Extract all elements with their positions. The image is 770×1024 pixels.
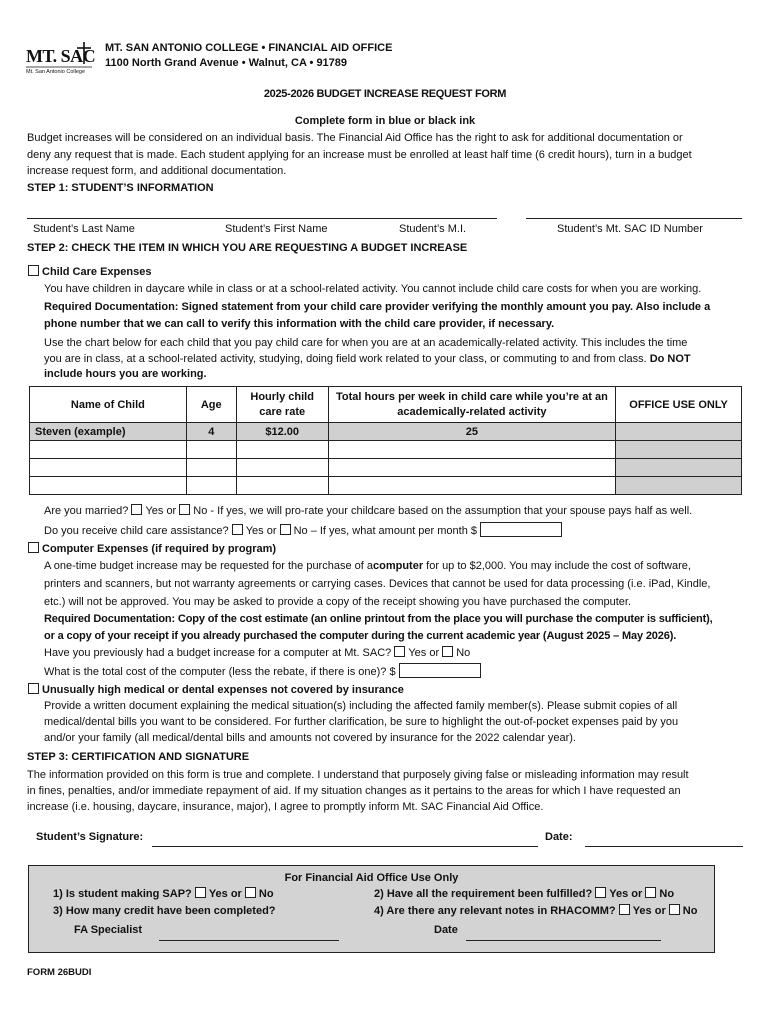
office-cell <box>616 459 742 477</box>
form-code: FORM 26BUDI <box>27 967 92 978</box>
col-rate-header <box>236 387 328 423</box>
computer-prev-label: Have you previously had a budget increase for a computer at Mt. SAC? <box>44 647 392 659</box>
col-rate-header-2: care rate <box>259 405 306 418</box>
computer-prev-no-label: No <box>456 647 471 659</box>
computer-line-2: printers and scanners, but not warranty agreements or carrying cases. Devices that cannot be used for data processing (i.e. iPad, Kindle, <box>44 578 711 590</box>
computer-line-1 <box>44 559 691 574</box>
office-q4-no-checkbox[interactable] <box>669 904 680 915</box>
office-q4-no: No <box>682 905 698 917</box>
col-hours-header-2: academically-related activity <box>397 405 547 418</box>
assistance-no-label: No – If yes, what amount per month $ <box>293 525 478 537</box>
office-q1-yes-checkbox[interactable] <box>195 887 206 898</box>
childcare-option[interactable] <box>28 265 151 280</box>
married-question <box>44 504 692 519</box>
table-row[interactable] <box>30 441 742 459</box>
col-name-header: Name of Child <box>30 387 187 423</box>
chart-instructions-1: Use the chart below for each child that you pay child care for when you are at an academically-related activity. This includes the time <box>44 337 688 349</box>
signature-label: Student’s Signature: <box>36 831 144 843</box>
certification-line: in fines, penalties, and/or immediate repayment of aid. If my situation changes as it pertains to the areas for which I have requested an <box>27 785 681 797</box>
office-use-box <box>28 865 715 953</box>
chart-instructions-2b: Do NOT <box>649 353 691 365</box>
married-no-checkbox[interactable] <box>179 504 190 515</box>
ink-note: Complete form in blue or black ink <box>294 115 476 127</box>
computer-line-1a: A one-time budget increase may be requested for the purchase of a <box>44 560 373 572</box>
computer-req-1: Required Documentation: Copy of the cost estimate (an online printout from the place you will purchase the computer is sufficient), <box>44 613 713 625</box>
office-q2-no: No <box>659 888 675 900</box>
computer-prev-no-checkbox[interactable] <box>442 646 453 657</box>
office-date-label: Date <box>434 924 458 936</box>
child-name-cell[interactable] <box>30 441 187 459</box>
computer-prev-question <box>44 646 470 661</box>
computer-req-2: or a copy of your receipt if you already purchased the computer during the current academic year (August 2025 – May 2026). <box>44 630 677 642</box>
child-name-cell[interactable] <box>30 477 187 495</box>
office-q2-yes: Yes or <box>609 888 643 900</box>
child-age-cell[interactable] <box>186 441 236 459</box>
intro-line: deny any request that is made. Each student applying for an increase must be enrolled at least half time (6 credit hours), turn in a budget <box>27 148 692 161</box>
example-name: Steven (example) <box>30 423 187 441</box>
assistance-yes-label: Yes or <box>245 525 277 537</box>
office-use-title: For Financial Aid Office Use Only <box>284 872 459 884</box>
child-rate-cell[interactable] <box>236 477 328 495</box>
computer-line-1b: computer <box>372 560 424 572</box>
childcare-table <box>29 386 742 495</box>
office-q4 <box>374 904 697 919</box>
medical-checkbox[interactable] <box>28 683 39 694</box>
example-hours: 25 <box>328 423 616 441</box>
computer-cost-input[interactable] <box>399 663 481 678</box>
example-age: 4 <box>186 423 236 441</box>
childcare-req-1: Required Documentation: Signed statement from your child care provider verifying the monthly amount you pay. Also include a <box>44 301 711 313</box>
col-hours-header <box>328 387 616 423</box>
office-q2 <box>374 887 674 902</box>
intro-text <box>27 130 757 180</box>
assistance-yes-checkbox[interactable] <box>232 524 243 535</box>
assistance-amount-input[interactable] <box>480 522 562 537</box>
logo-text: MT. SAC <box>26 46 96 66</box>
example-rate: $12.00 <box>236 423 328 441</box>
childcare-req-2: phone number that we can call to verify this information with the child care provider, if necessary. <box>44 318 555 330</box>
childcare-checkbox[interactable] <box>28 265 39 276</box>
first-name-label: Student’s First Name <box>225 223 328 235</box>
step1-heading: STEP 1: STUDENT’S INFORMATION <box>27 182 214 194</box>
child-rate-cell[interactable] <box>236 459 328 477</box>
office-q2-yes-checkbox[interactable] <box>595 887 606 898</box>
certification-line: increase (i.e. housing, daycare, insurance, major), I agree to promptly inform Mt. SAC Financial Aid Office. <box>27 801 544 813</box>
medical-line-1: Provide a written document explaining the medical situation(s) including the affected family member(s). Please submit copies of all <box>44 700 678 712</box>
chart-instructions-3: include hours you are working. <box>44 368 207 380</box>
assistance-question <box>44 522 562 539</box>
married-yes-checkbox[interactable] <box>131 504 142 515</box>
childcare-label: Child Care Expenses <box>42 266 152 278</box>
office-address: 1100 North Grand Avenue • Walnut, CA • 91789 <box>105 57 348 69</box>
office-name: MT. SAN ANTONIO COLLEGE • FINANCIAL AID OFFICE <box>105 42 393 54</box>
child-age-cell[interactable] <box>186 477 236 495</box>
child-age-cell[interactable] <box>186 459 236 477</box>
child-hours-cell[interactable] <box>328 441 616 459</box>
computer-line-1c: for up to $2,000. You may include the cost of software, <box>426 560 691 572</box>
form-title: 2025-2026 BUDGET INCREASE REQUEST FORM <box>263 88 507 100</box>
child-rate-cell[interactable] <box>236 441 328 459</box>
intro-line: increase request form, and additional documentation. <box>27 165 287 177</box>
computer-prev-yes-label: Yes or <box>408 647 440 659</box>
office-q4-yes: Yes or <box>632 905 666 917</box>
step3-heading: STEP 3: CERTIFICATION AND SIGNATURE <box>27 751 250 763</box>
child-hours-cell[interactable] <box>328 477 616 495</box>
office-cell <box>616 441 742 459</box>
computer-option[interactable] <box>28 542 276 557</box>
table-row[interactable] <box>30 477 742 495</box>
childcare-desc: You have children in daycare while in class or at a school-related activity. You cannot include child care costs for when you are working. <box>44 283 702 295</box>
example-office <box>616 423 742 441</box>
child-hours-cell[interactable] <box>328 459 616 477</box>
computer-cost-label: What is the total cost of the computer (less the rebate, if there is one)? $ <box>44 666 396 678</box>
date-label: Date: <box>545 831 573 843</box>
married-label: Are you married? <box>44 505 129 517</box>
table-row[interactable] <box>30 459 742 477</box>
office-q2-label: 2) Have all the requirement been fulfilled? <box>374 888 593 900</box>
computer-prev-yes-checkbox[interactable] <box>394 646 405 657</box>
fa-specialist-label: FA Specialist <box>74 924 143 936</box>
office-q4-yes-checkbox[interactable] <box>619 904 630 915</box>
office-q4-label: 4) Are there any relevant notes in RHACOMM? <box>374 905 616 917</box>
assistance-label: Do you receive child care assistance? <box>44 525 229 537</box>
chart-instructions-2a: you are in class, at a school-related activity, studying, doing field work related to your class, or commuting to and from class. <box>44 353 647 365</box>
step2-heading: STEP 2: CHECK THE ITEM IN WHICH YOU ARE REQUESTING A BUDGET INCREASE <box>27 242 468 254</box>
col-office-header: OFFICE USE ONLY <box>616 387 742 423</box>
col-hours-header-1: Total hours per week in child care while you’re at an <box>335 390 608 403</box>
office-q1 <box>53 887 274 902</box>
office-q1-no: No <box>258 888 274 900</box>
child-name-cell[interactable] <box>30 459 187 477</box>
married-no-label: No - If yes, we will pro-rate your childcare based on the assumption that your spouse pays half as well. <box>193 505 693 517</box>
intro-line: Budget increases will be considered on an individual basis. The Financial Aid Office has the right to ask for additional documentation or <box>27 132 683 144</box>
office-q2-no-checkbox[interactable] <box>645 887 656 898</box>
computer-label: Computer Expenses (if required by program) <box>42 543 277 555</box>
fa-specialist-line[interactable] <box>159 940 339 941</box>
married-yes-label: Yes or <box>145 505 177 517</box>
medical-line-3: and/or your family (all medical/dental bills and amounts not covered by insurance for the 2022 calendar year). <box>44 732 576 744</box>
last-name-label: Student’s Last Name <box>33 223 135 235</box>
computer-line-3: etc.) will not be approved. You may be asked to provide a copy of the receipt showing you have purchased the computer. <box>44 596 632 608</box>
computer-cost-question <box>44 663 481 680</box>
office-q1-label: 1) Is student making SAP? <box>53 888 192 900</box>
office-q1-no-checkbox[interactable] <box>245 887 256 898</box>
table-row <box>30 423 742 441</box>
date-line[interactable] <box>585 846 743 847</box>
col-rate-header-1: Hourly child <box>250 390 314 403</box>
certification-line: The information provided on this form is true and complete. I understand that purposely giving false or misleading information may result <box>27 769 689 781</box>
id-label: Student’s Mt. SAC ID Number <box>557 223 703 235</box>
certification-text <box>27 767 689 815</box>
logo-subtext: Mt. San Antonio College <box>26 69 86 75</box>
chart-instructions-2 <box>44 352 691 367</box>
computer-checkbox[interactable] <box>28 542 39 553</box>
signature-line[interactable] <box>152 846 538 847</box>
id-line[interactable] <box>526 218 742 219</box>
mi-label: Student’s M.I. <box>399 223 467 235</box>
medical-line-2: medical/dental bills you want to be considered. For further clarification, be sure to highlight the out-of-pocket expenses paid by you <box>44 716 679 728</box>
college-logo <box>26 40 96 80</box>
office-q1-yes: Yes or <box>208 888 242 900</box>
col-age-header: Age <box>186 387 236 423</box>
office-cell <box>616 477 742 495</box>
office-date-line[interactable] <box>466 940 661 941</box>
assistance-no-checkbox[interactable] <box>280 524 291 535</box>
office-q3: 3) How many credit have been completed? <box>53 905 276 917</box>
name-line[interactable] <box>27 218 497 219</box>
medical-label: Unusually high medical or dental expenses not covered by insurance <box>42 684 404 696</box>
medical-option[interactable] <box>28 683 404 698</box>
table-header-row <box>30 387 742 423</box>
